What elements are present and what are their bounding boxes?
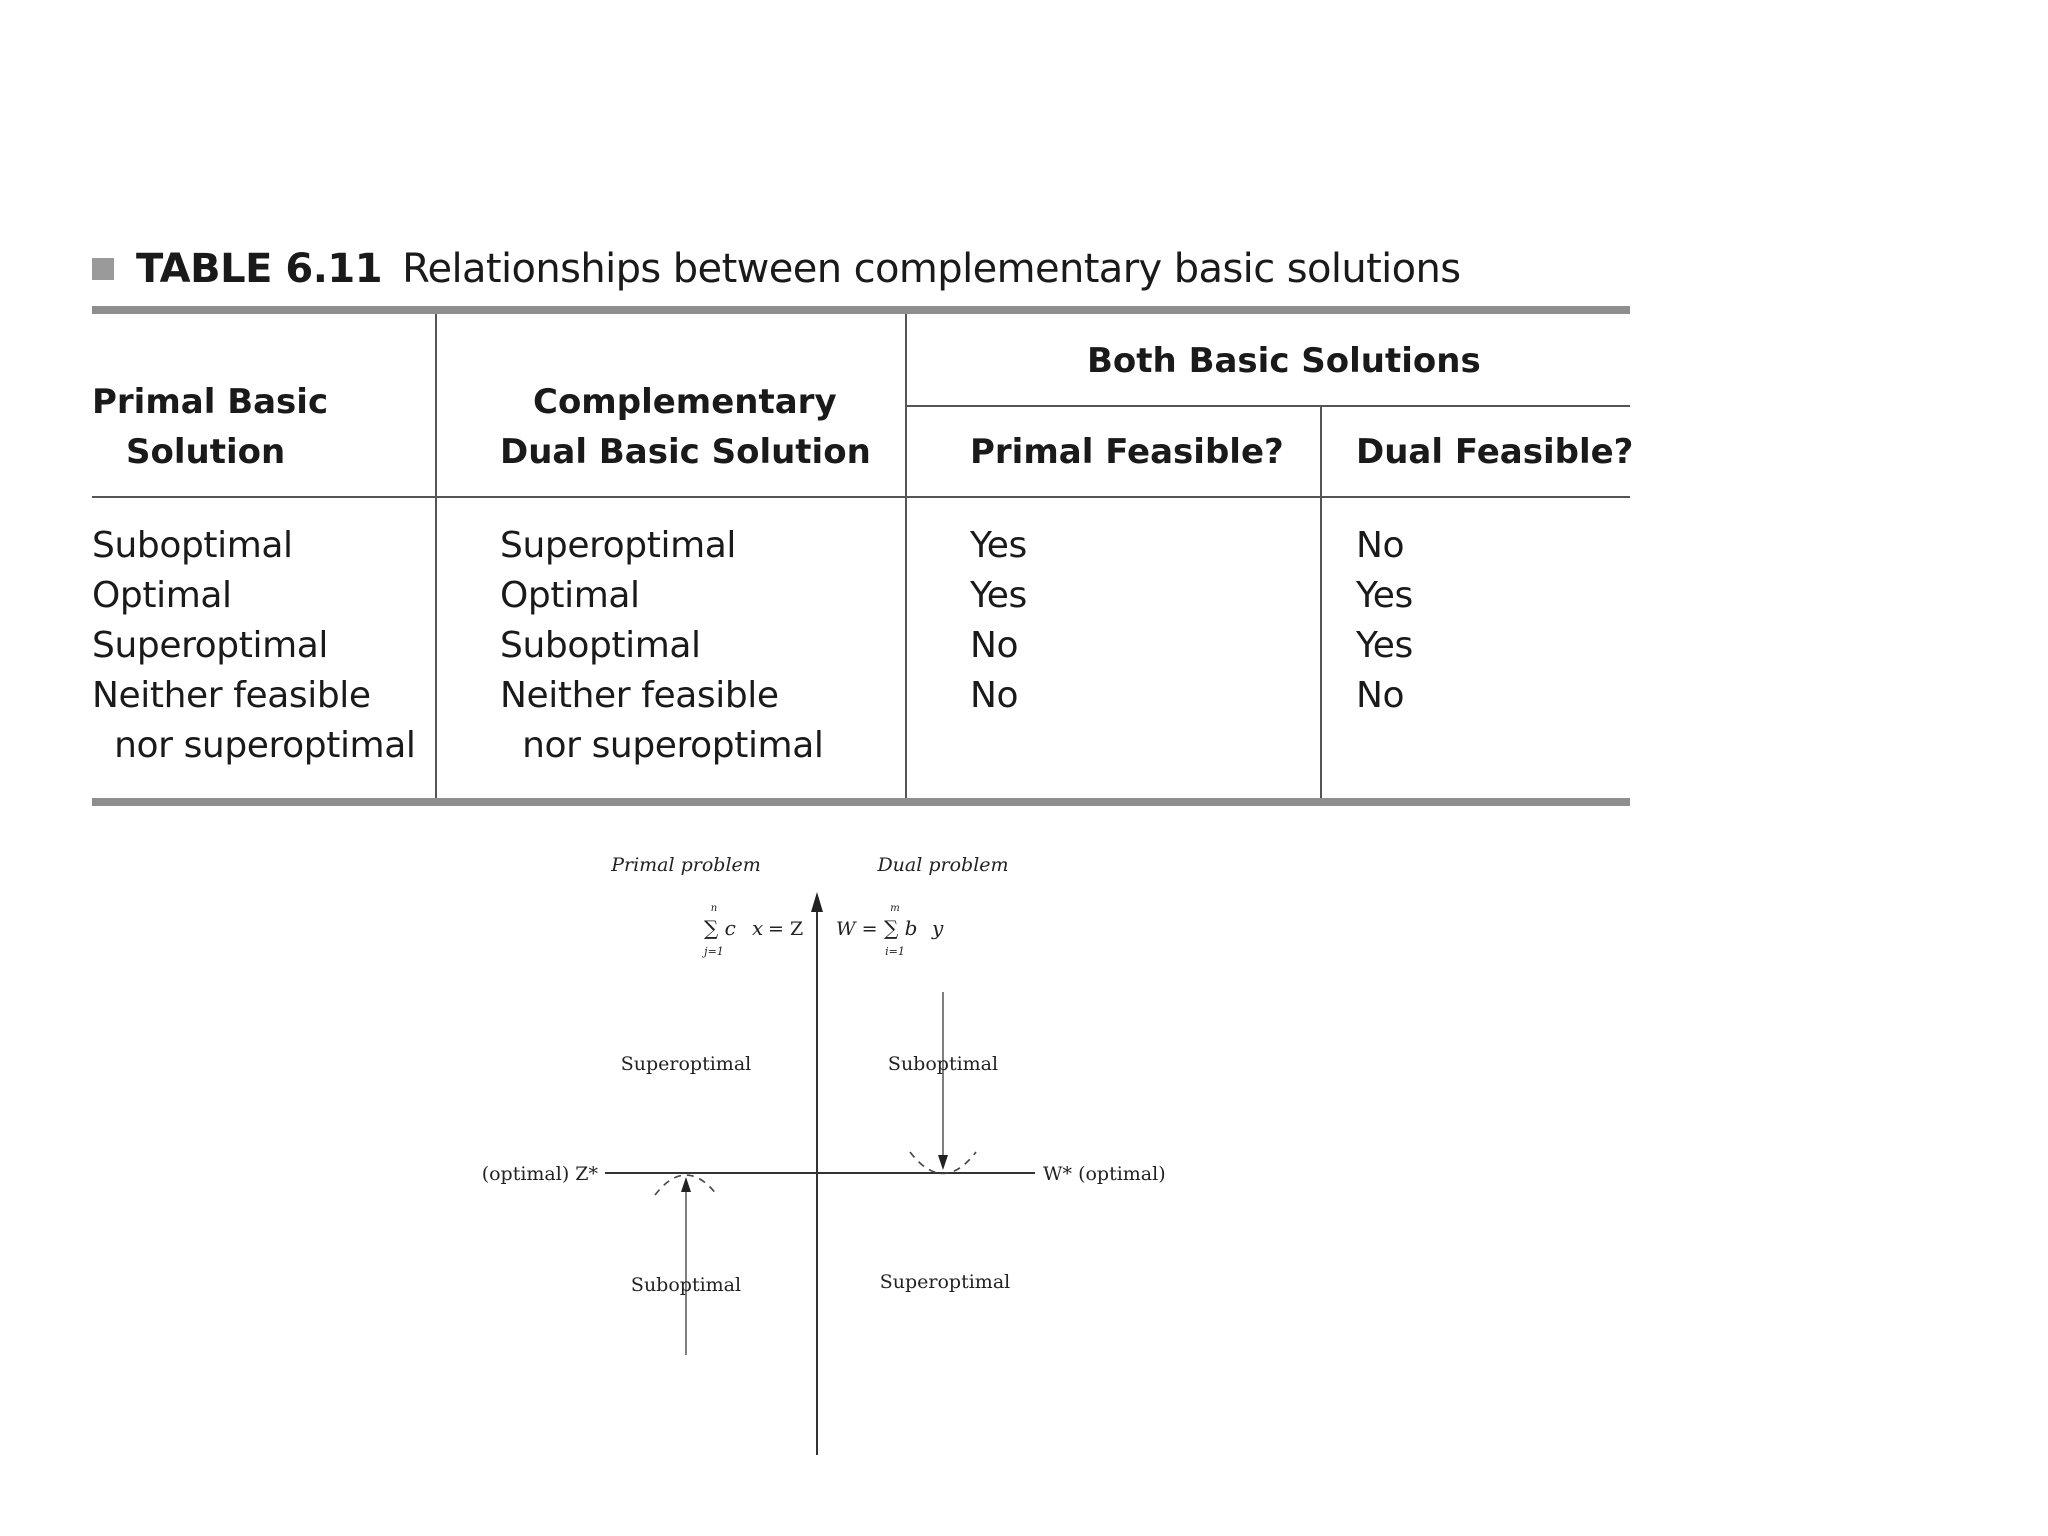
primal-problem-label: Primal problem	[611, 854, 761, 876]
primal-arrow-icon	[681, 1177, 691, 1192]
dual-suboptimal-label: Suboptimal	[887, 1053, 999, 1075]
header-both-basic-solutions: Both Basic Solutions	[1087, 341, 1481, 381]
header-dual-feasible: Dual Feasible?	[1356, 432, 1634, 472]
z-star-label: (optimal) Z*	[481, 1163, 598, 1185]
header-dual-basic-solution: Dual Basic Solution	[500, 432, 871, 472]
primal-sum-equals: = Z	[768, 918, 804, 940]
table-number: TABLE 6.11	[136, 246, 383, 292]
axis-arrow-icon	[811, 892, 823, 912]
primal-superoptimal-label: Superoptimal	[620, 1053, 752, 1075]
dual-sum-upper-limit: m	[890, 903, 900, 914]
dual-sum-lhs: W =	[836, 918, 878, 940]
primal-sum-lower-limit: j=1	[704, 945, 724, 958]
column-dual-basic-solution: Superoptimal Optimal Suboptimal Neither feasible nor superoptimal	[500, 525, 824, 766]
dual-sum-lower-limit: i=1	[885, 945, 905, 958]
table-caption: Relationships between complementary basic solutions	[402, 246, 1461, 292]
header-primal-solution: Solution	[126, 432, 286, 472]
dual-arrow-icon	[938, 1155, 948, 1170]
primal-suboptimal-label: Suboptimal	[630, 1274, 742, 1296]
dual-sum: ∑ b	[884, 916, 918, 940]
header-primal-basic: Primal Basic	[92, 382, 329, 422]
column-dual-feasible: No Yes Yes No	[1356, 525, 1413, 716]
column-primal-feasible: Yes Yes No No	[970, 525, 1027, 716]
dual-problem-label: Dual problem	[877, 854, 1009, 876]
dual-superoptimal-label: Superoptimal	[879, 1271, 1011, 1293]
column-primal-basic-solution: Suboptimal Optimal Superoptimal Neither feasible nor superoptimal	[92, 525, 416, 766]
primal-sum-upper-limit: n	[710, 903, 718, 914]
header-complementary: Complementary	[533, 382, 837, 422]
dual-sum-variable: y	[932, 916, 944, 940]
header-primal-feasible: Primal Feasible?	[970, 432, 1284, 472]
w-star-label: W* (optimal)	[1043, 1163, 1166, 1185]
primal-sum: ∑ c	[704, 916, 736, 940]
primal-sum-variable: x	[752, 916, 764, 940]
